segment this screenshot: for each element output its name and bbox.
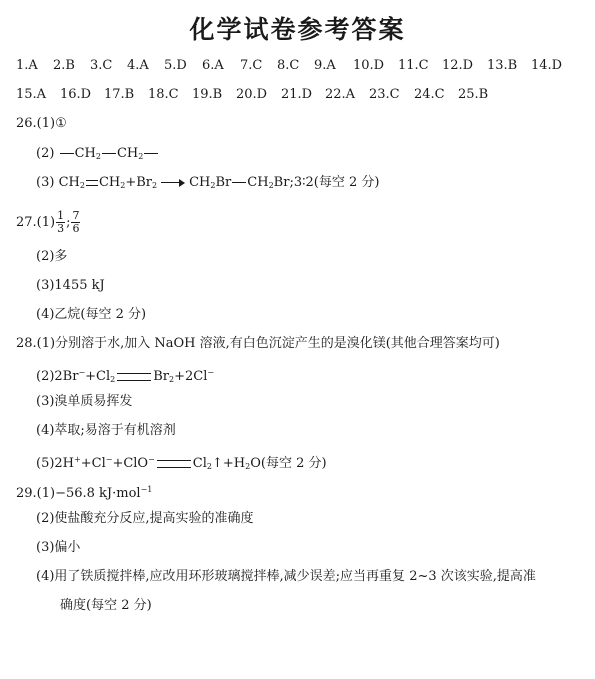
q29-part4-line1: (4)用了铁质搅拌棒,应改用环形玻璃搅拌棒,减少误差;应当再重复 2~3 次该实验,提高准 (36, 569, 536, 584)
mcq-answer: 11.C (398, 58, 429, 73)
superscript: − (105, 455, 113, 464)
mcq-answer: 5.D (164, 58, 187, 73)
q29-part3: (3)偏小 (36, 540, 81, 555)
mcq-answer: 1.A (16, 58, 38, 73)
q28-part3: (3)溴单质易挥发 (36, 394, 133, 409)
mcq-answer: 7.C (240, 58, 263, 73)
superscript: − (207, 368, 215, 377)
q29-part2: (2)使盐酸充分反应,提高实验的准确度 (36, 511, 254, 526)
subscript: 2 (152, 181, 158, 190)
q26-part3 (36, 175, 379, 194)
formula-ch: CH (189, 175, 211, 190)
formula-2br: (2)2Br (36, 369, 79, 384)
mcq-answer: 25.B (458, 87, 489, 102)
fraction (71, 210, 80, 235)
fraction-denominator: 3 (57, 222, 65, 235)
formula-ch: CH (98, 175, 121, 190)
mcq-answer: 18.C (148, 87, 179, 102)
equals-sign-icon (157, 460, 191, 468)
superscript: + (74, 455, 81, 464)
superscript: − (78, 368, 86, 377)
part-label: 27.(1) (16, 215, 56, 230)
q28-part1: 28.(1)分别溶于水,加入 NaOH 溶液,有白色沉淀产生的是溴化镁(其他合理答案均可) (16, 336, 500, 351)
subscript: 2 (169, 375, 175, 384)
superscript: − (148, 455, 155, 464)
fraction-numerator: 7 (72, 209, 80, 222)
formula-cl: +Cl (85, 369, 111, 384)
mcq-answer: 20.D (236, 87, 268, 102)
bond-double (86, 180, 98, 186)
q27-part4: (4)乙烷(每空 2 分) (36, 307, 147, 322)
formula-ch: CH (58, 175, 80, 190)
subscript: 2 (95, 152, 101, 161)
subscript: 2 (245, 462, 251, 471)
subscript: 2 (206, 462, 212, 471)
subscript: 2 (120, 181, 126, 190)
bond-single (60, 153, 74, 154)
subscript: 2 (138, 152, 144, 161)
q28-part2 (36, 365, 214, 388)
formula-cl: +Cl (80, 456, 106, 471)
part-label: (3) (36, 175, 55, 190)
formula-ch: CH (74, 146, 96, 161)
q28-part4: (4)萃取;易溶于有机溶剂 (36, 423, 176, 438)
q29-part1 (16, 482, 152, 502)
mcq-answer: 4.A (127, 58, 149, 73)
mcq-answer: 15.A (16, 87, 47, 102)
reaction-arrow-icon (161, 178, 185, 187)
mcq-answer: 14.D (531, 58, 563, 73)
formula-tail: O(每空 2 分) (250, 456, 327, 471)
separator: ; (66, 215, 71, 230)
mcq-answer: 12.D (442, 58, 474, 73)
formula-plus-br: +Br (125, 175, 153, 190)
subscript: 2 (268, 181, 274, 190)
mcq-answer: 3.C (90, 58, 113, 73)
mcq-answer: 9.A (314, 58, 336, 73)
mcq-answer: 16.D (60, 87, 92, 102)
formula-cl2: Cl (192, 456, 207, 471)
q26-part1: 26.(1)① (16, 116, 67, 131)
formula-clo: +ClO (112, 456, 149, 471)
subscript: 2 (210, 181, 216, 190)
mcq-answer: 2.B (53, 58, 75, 73)
mcq-answer: 21.D (281, 87, 313, 102)
q28-part5 (36, 452, 327, 475)
mcq-answer: 23.C (369, 87, 400, 102)
enthalpy-value: 29.(1)−56.8 kJ·mol (16, 486, 141, 501)
subscript: 2 (79, 181, 85, 190)
q27-part3: (3)1455 kJ (36, 278, 105, 293)
formula-h2o: ↑+H (212, 456, 246, 471)
formula-ch: CH (116, 146, 139, 161)
bond-single (102, 153, 116, 154)
q29-part4-line2: 确度(每空 2 分) (60, 598, 152, 613)
mcq-answer: 19.B (192, 87, 223, 102)
fraction-denominator: 6 (72, 222, 80, 235)
formula-2cl: +2Cl (174, 369, 208, 384)
mcq-answer: 10.D (353, 58, 385, 73)
fraction (56, 210, 65, 235)
bond-single (144, 153, 158, 154)
q27-part2: (2)多 (36, 249, 68, 264)
mcq-answer: 8.C (277, 58, 300, 73)
q27-part1 (16, 210, 81, 235)
formula-2h: (5)2H (36, 456, 75, 471)
mcq-answer: 6.A (202, 58, 224, 73)
subscript: 2 (110, 375, 116, 384)
equals-sign-icon (117, 373, 151, 381)
formula-ch: CH (247, 175, 269, 190)
superscript: −1 (140, 485, 153, 494)
part-label: (2) (36, 146, 55, 161)
mcq-answer: 24.C (414, 87, 445, 102)
formula-tail: Br;3∶2(每空 2 分) (273, 175, 380, 190)
formula-br: Br (215, 175, 232, 190)
q26-part2 (36, 146, 159, 165)
fraction-numerator: 1 (57, 209, 65, 222)
page-title: 化学试卷参考答案 (189, 15, 406, 44)
mcq-answer: 22.A (325, 87, 356, 102)
mcq-answer: 17.B (104, 87, 135, 102)
mcq-answer: 13.B (487, 58, 518, 73)
bond-single (232, 182, 246, 183)
formula-br: Br (153, 369, 170, 384)
